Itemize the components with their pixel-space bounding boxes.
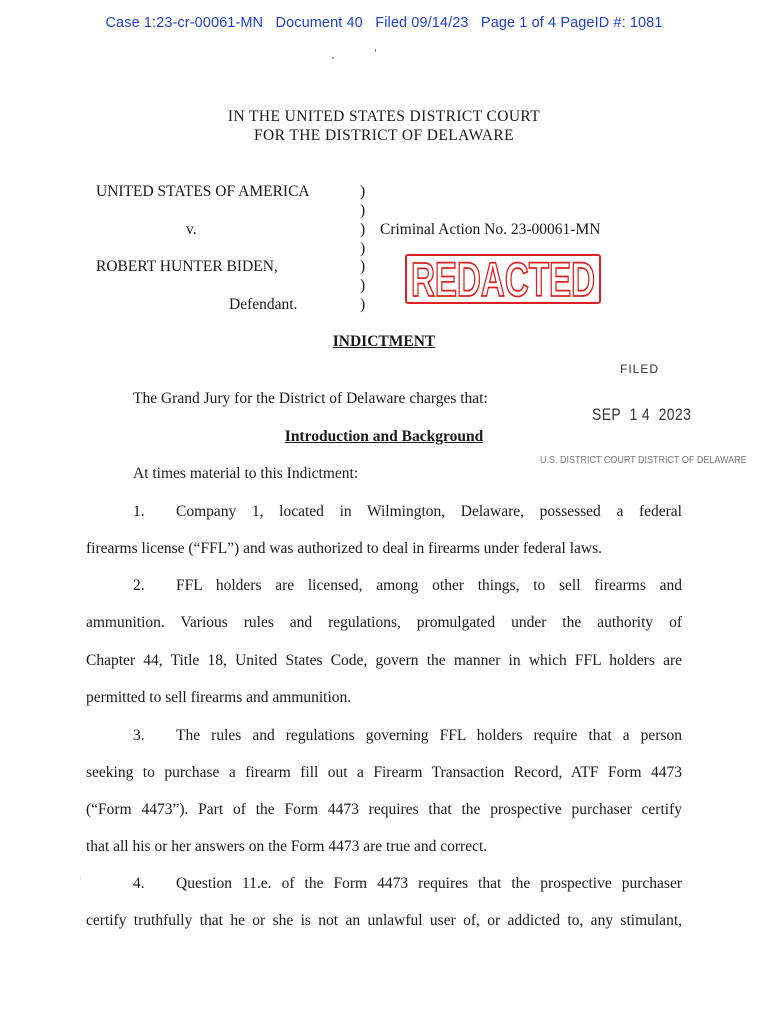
caption-paren: ) bbox=[360, 277, 366, 294]
clerk-stamp: U.S. DISTRICT COURT DISTRICT OF DELAWARE bbox=[540, 455, 747, 466]
paragraph-line: ammunition. Various rules and regulations, promulgated under the authority of bbox=[86, 614, 682, 631]
scan-speck bbox=[80, 878, 81, 879]
defendant-role: Defendant. bbox=[229, 296, 298, 313]
paragraph-line: permitted to sell firearms and ammunition. bbox=[86, 689, 352, 706]
paragraph-line: firearms license (“FFL”) and was authorized to deal in firearms under federal laws. bbox=[86, 540, 603, 557]
paragraph-number: 2. bbox=[133, 577, 145, 594]
paragraph-line: Question 11.e. of the Form 4473 requires that the prospective purchaser bbox=[176, 875, 682, 892]
paragraph-line: The rules and regulations governing FFL holders require that a person bbox=[176, 727, 682, 744]
court-name-line2: FOR THE DISTRICT OF DELAWARE bbox=[254, 127, 514, 144]
paragraph-line: Company 1, located in Wilmington, Delaware, possessed a federal bbox=[176, 503, 682, 520]
redacted-stamp bbox=[405, 254, 601, 307]
filed-stamp-date: SEP 1 4 2023 bbox=[592, 405, 692, 424]
paragraph-line: Chapter 44, Title 18, United States Code, govern the manner in which FFL holders are bbox=[86, 652, 682, 669]
case-header-stamp: Case 1:23-cr-00061-MN Document 40 Filed 09/14/23 Page 1 of 4 PageID #: 1081 bbox=[105, 15, 663, 31]
caption-paren: ) bbox=[360, 240, 366, 257]
defendant-name: ROBERT HUNTER BIDEN, bbox=[96, 258, 278, 275]
caption-paren: ) bbox=[360, 221, 366, 238]
paragraph-number: 3. bbox=[133, 727, 145, 744]
paragraph-number: 4. bbox=[133, 875, 145, 892]
scan-speck bbox=[332, 57, 334, 59]
section-heading bbox=[0, 428, 768, 446]
caption-paren: ) bbox=[360, 296, 366, 313]
paragraph-number: 1. bbox=[133, 503, 145, 520]
document-title: INDICTMENT bbox=[332, 333, 436, 350]
paragraph-line: FFL holders are licensed, among other things, to sell firearms and bbox=[176, 577, 682, 594]
redacted-stamp-graphic bbox=[407, 254, 599, 307]
redacted-text: REDACTED bbox=[411, 254, 595, 307]
case-number: Criminal Action No. 23-00061-MN bbox=[380, 221, 601, 238]
paragraph-line: that all his or her answers on the Form 4473 are true and correct. bbox=[86, 838, 488, 855]
versus-label: v. bbox=[186, 221, 197, 238]
section-heading-text: Introduction and Background bbox=[284, 428, 484, 445]
caption-paren: ) bbox=[360, 258, 366, 275]
filed-stamp-label: FILED bbox=[620, 362, 660, 376]
caption-paren: ) bbox=[360, 202, 366, 219]
material-times: At times material to this Indictment: bbox=[133, 465, 359, 482]
scan-speck bbox=[375, 49, 376, 52]
caption-paren: ) bbox=[360, 183, 366, 200]
paragraph-line: seeking to purchase a firearm fill out a Firearm Transaction Record, ATF Form 4473 bbox=[86, 764, 682, 781]
court-name-line1: IN THE UNITED STATES DISTRICT COURT bbox=[227, 108, 541, 125]
paragraph-line: (“Form 4473”). Part of the Form 4473 requires that the prospective purchaser certify bbox=[86, 801, 682, 818]
grand-jury-intro: The Grand Jury for the District of Delaware charges that: bbox=[133, 390, 488, 407]
paragraph-line: certify truthfully that he or she is not an unlawful user of, or addicted to, any stimulant, bbox=[86, 912, 682, 929]
plaintiff-name: UNITED STATES OF AMERICA bbox=[96, 183, 310, 200]
